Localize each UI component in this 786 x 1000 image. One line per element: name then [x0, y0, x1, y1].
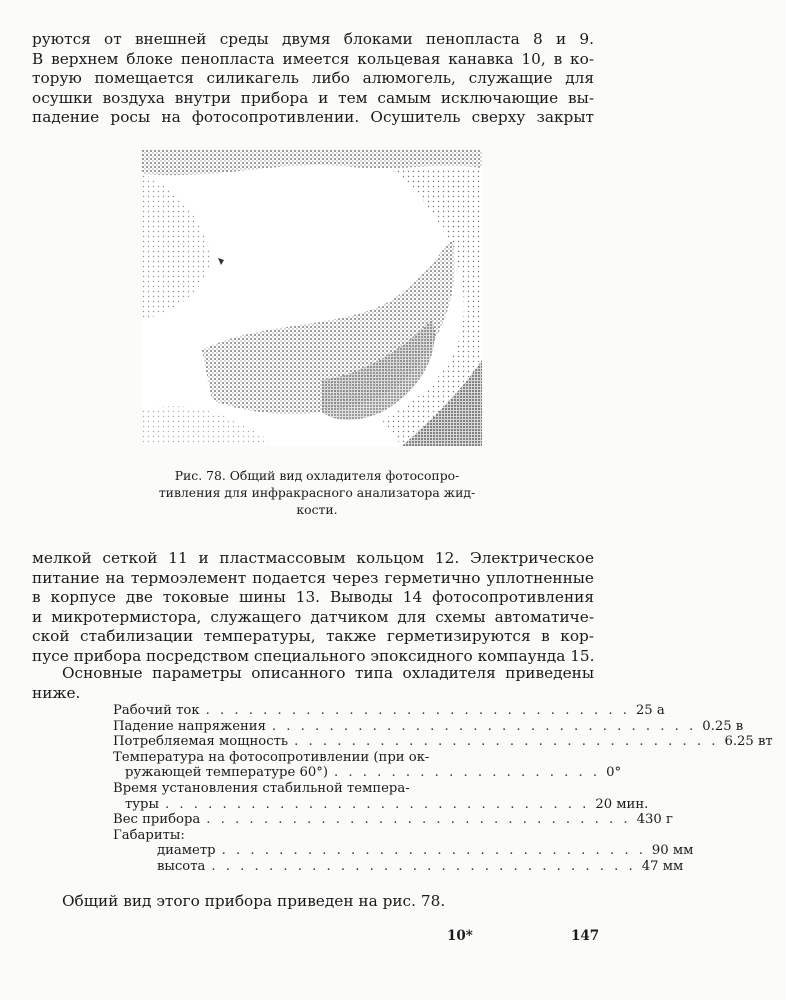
param-value: 90 мм — [651, 843, 694, 859]
caption-line: Рис. 78. Общий вид охладителя фотосопро- — [174, 468, 460, 483]
param-label: высота — [157, 858, 206, 874]
page-number: 147 — [571, 928, 600, 944]
param-row-settle-1 — [113, 781, 533, 797]
text-line: Основные параметры описанного типа охладителя приведены — [62, 664, 594, 682]
param-label: туры — [125, 796, 159, 812]
signature-mark: 10* — [447, 928, 473, 944]
param-label: Потребляемая мощность — [113, 734, 289, 750]
param-label: Вес прибора — [113, 812, 201, 828]
param-row-temperature-2: ружающей температуре 60°) . . . . . . . . . . . . . . . . . . . 0° — [113, 765, 533, 781]
text-line: и микротермистора, служащего датчиком для схемы автоматиче- — [32, 607, 594, 626]
figure-caption — [150, 467, 484, 518]
text-line: пусе прибора посредством специального эпоксидного компаунда 15. — [32, 646, 595, 665]
param-label: Падение напряжения — [113, 718, 266, 734]
param-value: 25 а — [635, 703, 665, 718]
text-line: ской стабилизации температуры, также герметизируются в кор- — [32, 627, 594, 646]
text-line: мелкой сеткой 11 и пластмассовым кольцом 12. Электрическое — [32, 549, 594, 567]
param-row-diameter: диаметр . . . . . . . . . . . . . . . . . . . . . . . . . . . . . . 90 мм — [113, 843, 533, 859]
figure-photo — [142, 150, 482, 446]
param-row-voltage-drop: Падение напряжения . . . . . . . . . . . . . . . . . . . . . . . . . . . . . . 0.25 в — [113, 719, 533, 735]
param-label: ружающей температуре 60°) — [125, 765, 328, 781]
text-line: осушки воздуха внутри прибора и тем самым исключающие вы- — [32, 88, 594, 107]
caption-line: тивления для инфракрасного анализатора жид- — [158, 485, 476, 500]
middle-paragraph — [32, 549, 594, 667]
param-row-temperature-1 — [113, 750, 533, 766]
text-line: в корпусе две токовые шины 13. Выводы 14 фотосопротивления — [32, 588, 594, 607]
param-row-weight: Вес прибора . . . . . . . . . . . . . . . . . . . . . . . . . . . . . . 430 г — [113, 812, 533, 828]
param-label: Температура на фотосопротивлении (при ок- — [113, 749, 430, 765]
text-line: падение росы на фотосопротивлении. Осушитель сверху закрыт — [32, 108, 594, 127]
param-label: Габариты: — [113, 827, 185, 843]
text-line: ниже. — [32, 683, 81, 702]
param-row-current: Рабочий ток . . . . . . . . . . . . . . . . . . . . . . . . . . . . . . 25 а — [113, 703, 533, 719]
intro-paragraph — [32, 664, 594, 703]
param-row-settle-2: туры . . . . . . . . . . . . . . . . . . . . . . . . . . . . . . 20 мин. — [113, 797, 533, 813]
param-value: 0.25 в — [702, 718, 744, 734]
text-line: питание на термоэлемент подается через герметично уплотненные — [32, 568, 594, 587]
param-label: Рабочий ток — [113, 703, 200, 718]
caption-line: кости. — [296, 502, 338, 517]
param-row-dimensions — [113, 828, 533, 844]
halftone-photo — [142, 150, 482, 446]
param-value: 6.25 вт — [724, 734, 773, 750]
text-line: руются от внешней среды двумя блоками пенопласта 8 и 9. — [32, 30, 594, 48]
final-sentence: Общий вид этого прибора приведен на рис. 78. — [62, 892, 446, 910]
top-paragraph — [32, 30, 594, 128]
param-value: 0° — [606, 765, 622, 781]
text-line: В верхнем блоке пенопласта имеется кольцевая канавка 10, в ко- — [32, 49, 594, 68]
param-value: 430 г — [636, 812, 673, 828]
param-value: 47 мм — [641, 858, 684, 874]
param-row-height: высота . . . . . . . . . . . . . . . . . . . . . . . . . . . . . . 47 мм — [113, 859, 533, 875]
param-label: Время установления стабильной темпера- — [113, 780, 410, 796]
text-line: торую помещается силикагель либо алюмогель, служащие для — [32, 69, 594, 88]
param-value: 20 мин. — [595, 796, 649, 812]
param-label: диаметр — [157, 843, 216, 859]
param-row-power: Потребляемая мощность . . . . . . . . . . . . . . . . . . . . . . . . . . . . . . 6.25 вт — [113, 734, 533, 750]
parameters-list — [113, 703, 773, 875]
